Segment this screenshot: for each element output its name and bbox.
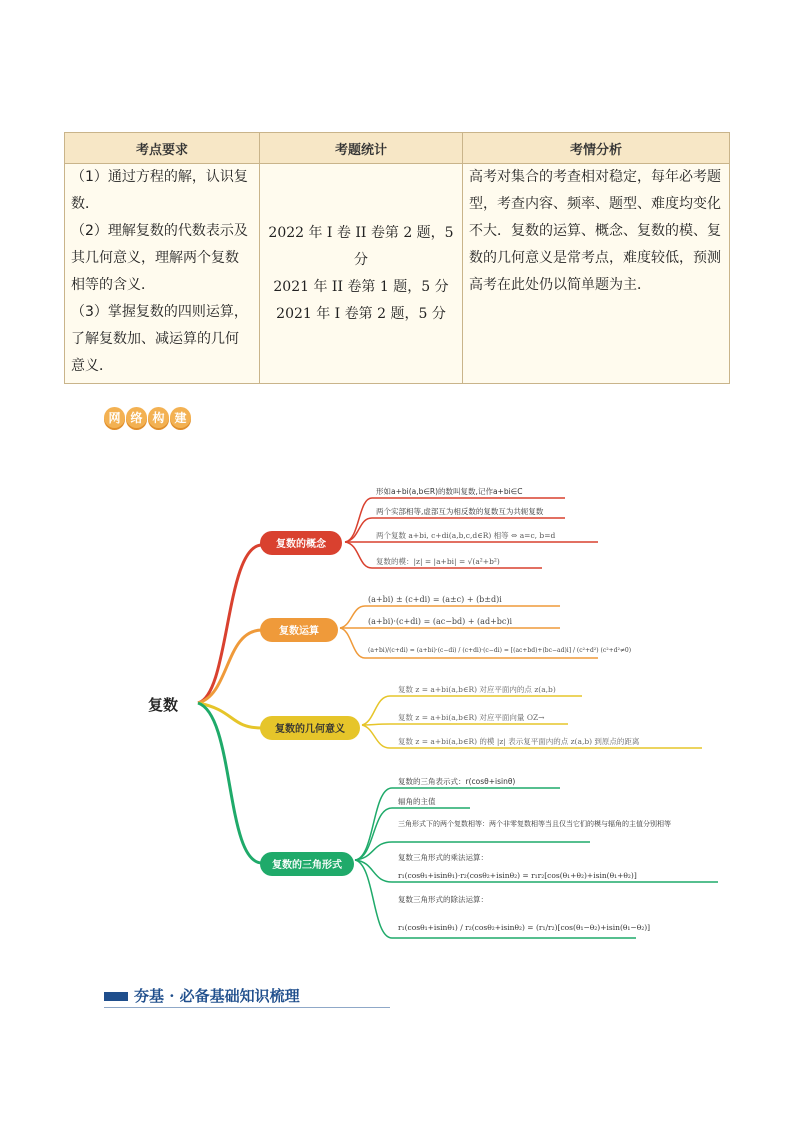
stat-3: 2021 年 I 卷第 2 题，5 分 — [276, 305, 446, 322]
concept-item: 两个复数 a+bi, c+di(a,b,c,d∈R) 相等 ⇔ a=c, b=d — [376, 531, 556, 540]
header-analysis: 考情分析 — [463, 133, 730, 164]
section-heading — [104, 985, 390, 1008]
stats-cell — [260, 164, 463, 384]
node-trig-label: 复数的三角形式 — [272, 860, 342, 871]
stat-1: 2022 年 I 卷 II 卷第 2 题，5 分 — [268, 224, 454, 268]
requirement-1: （1）通过方程的解，认识复数． — [71, 169, 248, 212]
badge-char: 构 — [148, 407, 169, 428]
mindmap — [0, 470, 794, 950]
trig-item: r₁(cosθ₁+isinθ₁) / r₂(cosθ₂+isinθ₂) = (r₁/r₂)[cos(θ₁−θ₂)+isin(θ₁−θ₂)] — [398, 923, 651, 932]
requirement-3: （3）掌握复数的四则运算，了解复数加、减运算的几何意义． — [71, 304, 248, 374]
trig-item: 复数三角形式的乘法运算： — [398, 853, 488, 862]
operation-item: (a+bi)·(c+di) = (ac−bd) + (ad+bc)i — [368, 617, 513, 626]
operation-item: (a+bi) ± (c+di) = (a±c) + (b±d)i — [368, 595, 502, 604]
branch-geometry — [260, 684, 702, 748]
stat-2: 2021 年 II 卷第 1 题，5 分 — [273, 278, 449, 295]
operation-item: (a+bi)/(c+di) = (a+bi)·(c−di) / (c+di)·(c−di) = [(ac+bd)+(bc−ad)i] / (c²+d²) (c²+d²≠0) — [368, 647, 632, 654]
node-geometry-label: 复数的几何意义 — [275, 724, 345, 735]
network-badge — [104, 407, 191, 428]
header-requirements: 考点要求 — [65, 133, 260, 164]
header-stats: 考题统计 — [260, 133, 463, 164]
trig-item: 辐角的主值 — [398, 797, 436, 806]
geometry-item: 复数 z = a+bi(a,b∈R) 对应平面向量 OZ→ — [398, 713, 545, 722]
requirement-2: （2）理解复数的代数表示及其几何意义，理解两个复数相等的含义． — [71, 223, 248, 293]
section-bar — [104, 992, 128, 1001]
geometry-item: 复数 z = a+bi(a,b∈R) 对应平面内的点 z(a,b) — [398, 685, 556, 694]
badge-char: 建 — [170, 407, 191, 428]
exam-table — [64, 132, 730, 384]
branch-concept — [260, 486, 598, 568]
mindmap-root: 复数 — [148, 696, 179, 714]
branch-line-concept — [198, 545, 262, 703]
section-title: 夯基 · 必备基础知识梳理 — [134, 987, 300, 1005]
branch-operation — [260, 595, 631, 658]
branch-trig — [260, 776, 718, 938]
trig-item: r₁(cosθ₁+isinθ₁)·r₂(cosθ₂+isinθ₂) = r₁r₂[cos(θ₁+θ₂)+isin(θ₁+θ₂)] — [398, 871, 637, 880]
requirements-cell — [65, 164, 260, 384]
geometry-item: 复数 z = a+bi(a,b∈R) 的模 |z| 表示复平面内的点 z(a,b) 到原点的距离 — [398, 737, 640, 746]
branch-line-operation — [198, 630, 262, 703]
badge-char: 网 — [104, 407, 125, 428]
concept-item: 形如a+bi(a,b∈R)的数叫复数,记作a+bi∈C — [376, 487, 523, 496]
branch-line-geometry — [198, 703, 262, 728]
analysis-cell: 高考对集合的考查相对稳定，每年必考题型，考查内容、频率、题型、难度均变化不大．复数的运算、概念、复数的模、复数的几何意义是常考点，难度较低，预测高考在此处仍以简单题为主． — [463, 164, 730, 384]
trig-item: 三角形式下的两个复数相等：两个非零复数相等当且仅当它们的模与辐角的主值分别相等 — [398, 820, 671, 828]
concept-item: 复数的模：|z| = |a+bi| = √(a²+b²) — [376, 557, 500, 566]
trig-item: 复数三角形式的除法运算： — [398, 895, 488, 904]
concept-item: 两个实部相等,虚部互为相反数的复数互为共轭复数 — [376, 507, 544, 516]
node-concept-label: 复数的概念 — [276, 539, 326, 550]
node-operation-label: 复数运算 — [279, 626, 319, 637]
trig-item: 复数的三角表示式：r(cosθ+isinθ) — [398, 777, 516, 786]
badge-char: 络 — [126, 407, 147, 428]
